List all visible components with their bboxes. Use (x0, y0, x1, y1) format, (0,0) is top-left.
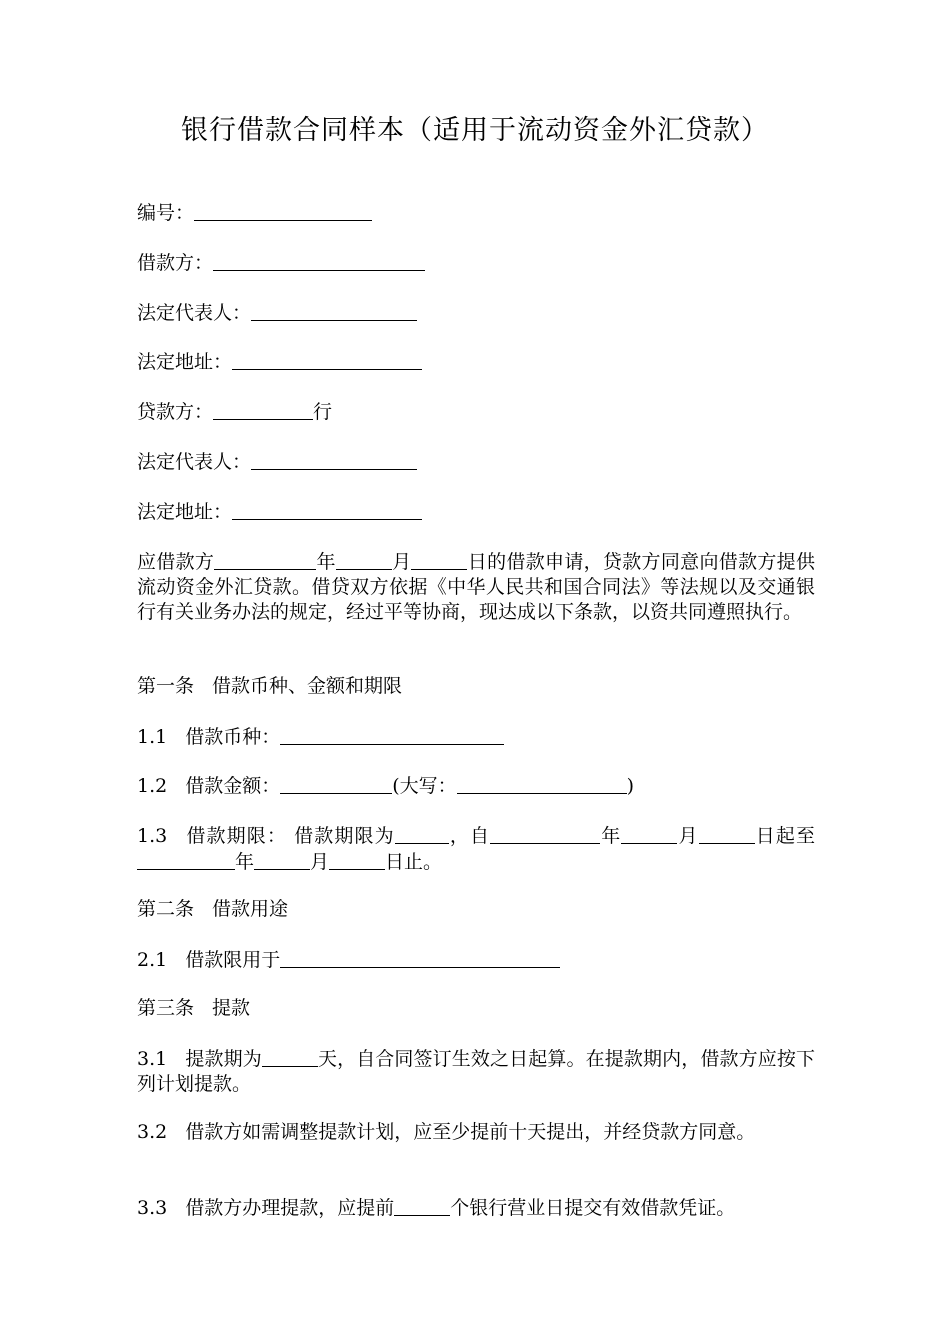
blank-line (232, 349, 422, 370)
blank-line (280, 947, 560, 968)
field-borrower-legal-rep: 法定代表人： (137, 300, 417, 326)
blank-line (232, 499, 422, 520)
blank-line (621, 823, 677, 844)
preamble-paragraph: 应借款方 年 月 日的借款申请，贷款方同意向借款方提供流动资金外汇贷款。借贷双方依据《中华人民共和国合同法》等法规以及交通银行有关业务办法的规定，经过平等协商，现达成以下条款，以资共同遵照执行。 (137, 551, 815, 623)
article-3-heading: 第三条 提款 (137, 997, 251, 1019)
clause-1-1: 1.1 借款币种： (137, 724, 504, 750)
blank-line (394, 1195, 450, 1216)
clause-1-3: 1.3 借款期限： 借款期限为 ，自 年 月 日起至年 月 日止。 (137, 825, 815, 873)
blank-line (262, 1046, 318, 1067)
blank-line (213, 399, 313, 420)
clause-3-3: 3.3 借款方办理提款，应提前 个银行营业日提交有效借款凭证。 (137, 1197, 736, 1219)
field-lender: 贷款方： 行 (137, 401, 333, 423)
article-1-heading: 第一条 借款币种、金额和期限 (137, 675, 403, 697)
field-borrower: 借款方： (137, 250, 425, 276)
blank-line (329, 849, 385, 870)
clause-3-2: 3.2 借款方如需调整提款计划，应至少提前十天提出，并经贷款方同意。 (137, 1121, 756, 1143)
blank-line (411, 549, 467, 570)
blank-line (699, 823, 755, 844)
field-number: 编号： (137, 200, 372, 226)
blank-line (213, 250, 425, 271)
clause-3-1: 3.1 提款期为 天，自合同签订生效之日起算。在提款期内，借款方应按下列计划提款。 (137, 1048, 815, 1095)
clause-1-2: 1.2 借款金额： (大写： ) (137, 775, 635, 797)
article-2-heading: 第二条 借款用途 (137, 898, 289, 920)
blank-line (194, 200, 372, 221)
blank-line (254, 849, 310, 870)
field-lender-legal-address: 法定地址： (137, 499, 422, 525)
blank-line (214, 549, 316, 570)
field-borrower-legal-address: 法定地址： (137, 349, 422, 375)
blank-line (280, 724, 504, 745)
field-lender-legal-rep: 法定代表人： (137, 449, 417, 475)
blank-line (336, 549, 392, 570)
contract-title: 银行借款合同样本（适用于流动资金外汇贷款） (181, 115, 769, 146)
clause-2-1: 2.1 借款限用于 (137, 947, 560, 973)
blank-line (457, 773, 627, 794)
blank-line (490, 823, 600, 844)
blank-line (251, 449, 417, 470)
blank-line (280, 773, 392, 794)
blank-line (395, 823, 449, 844)
blank-line (137, 849, 235, 870)
blank-line (251, 300, 417, 321)
